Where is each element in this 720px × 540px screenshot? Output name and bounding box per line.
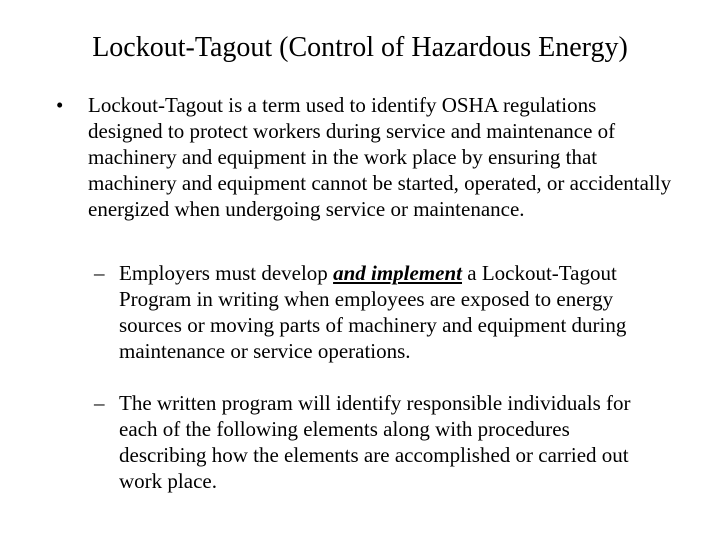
sub-bullet-marker: – (94, 261, 105, 285)
sub-bullet-written-program (94, 390, 659, 494)
emphasis-and-implement: and implement (333, 261, 462, 285)
sub-bullet-text-after: a Lockout-Tagout Program in writing when employees are exposed to energy sources or moving parts of machinery and equipment during maintenance or service operations. (119, 261, 627, 363)
sub-bullet-text-before: Employers must develop (119, 261, 334, 285)
sub-bullet-text: The written program will identify responsible individuals for each of the following elements along with procedures describing how the elements are accomplished or carried out work place. (119, 391, 631, 493)
main-bullet-text: Lockout-Tagout is a term used to identify OSHA regulations designed to protect workers during service and maintenance of machinery and equipment in the work place by ensuring that machinery and equipment cannot be started, operated, or accidentally energized when undergoing service or maintenance. (88, 93, 672, 221)
sub-bullet-marker: – (94, 391, 105, 415)
sub-bullet-employers (94, 260, 659, 364)
bullet-marker: • (56, 93, 64, 117)
slide-title: Lockout-Tagout (Control of Hazardous Energy) (92, 32, 628, 63)
main-bullet (56, 92, 673, 222)
